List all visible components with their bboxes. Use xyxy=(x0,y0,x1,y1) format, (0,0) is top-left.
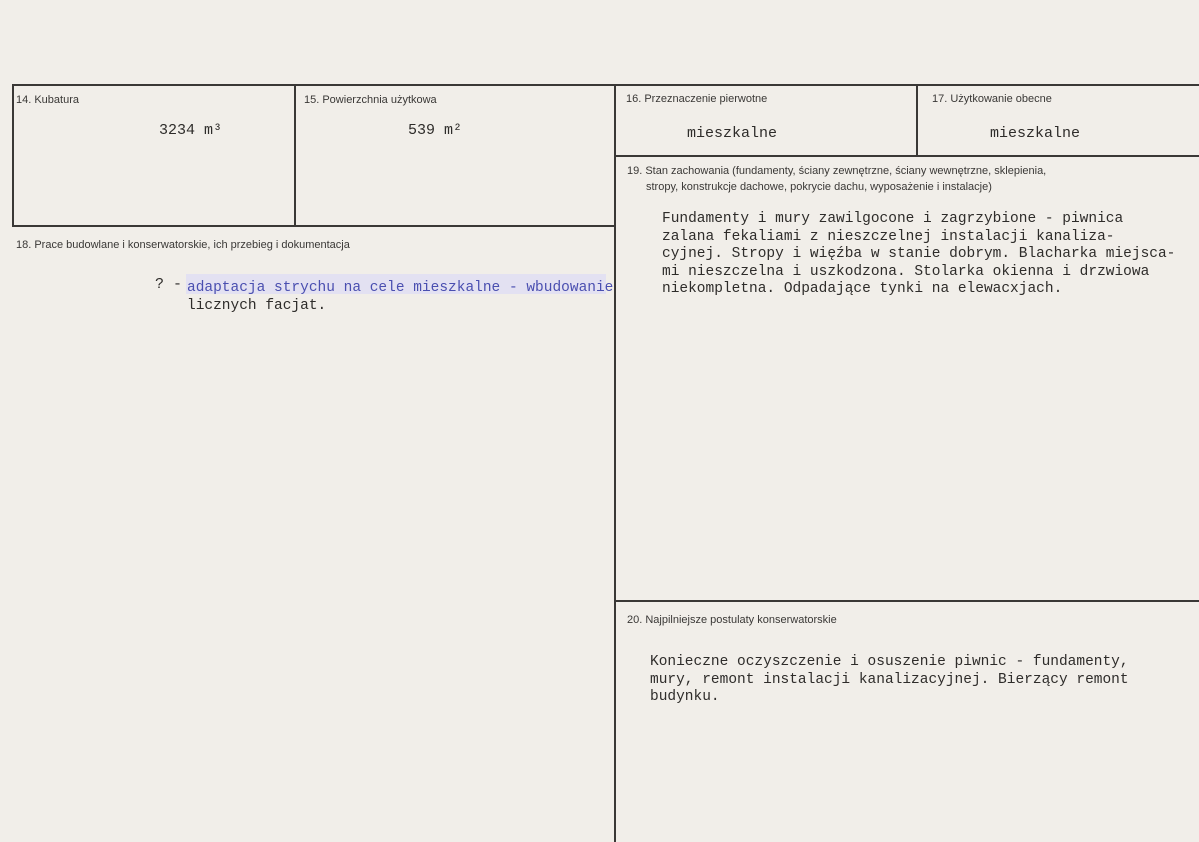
kubatura-label: 14. Kubatura xyxy=(16,94,79,106)
top-rule xyxy=(12,84,1199,86)
stan-line: mi nieszczelna i uszkodzona. Stolarka okienna i drzwiowa xyxy=(662,263,1150,280)
powierzchnia-label: 15. Powierzchnia użytkowa xyxy=(304,94,437,106)
stan-line: niekompletna. Odpadające tynki na elewacxjach. xyxy=(662,281,1063,297)
uzytkowanie-label: 17. Użytkowanie obecne xyxy=(932,93,1052,105)
divider-14-15 xyxy=(294,84,296,227)
postulaty-line: budynku. xyxy=(650,689,720,705)
prace-prefix: ? - xyxy=(155,276,183,293)
prace-label: 18. Prace budowlane i konserwatorskie, ich przebieg i dokumentacja xyxy=(16,239,350,251)
stan-line: Fundamenty i mury zawilgocone i zagrzybione - piwnica xyxy=(662,211,1124,227)
postulaty-line: mury, remont instalacji kanalizacyjnej. Bierzący remont xyxy=(650,671,1129,688)
left-edge xyxy=(12,84,14,227)
kubatura-value: 3234 m³ xyxy=(159,122,223,139)
przeznaczenie-label: 16. Przeznaczenie pierwotne xyxy=(626,93,768,105)
divider-16-17 xyxy=(916,84,918,157)
stan-line: cyjnej. Stropy i więźba w stanie dobrym. Blacharka miejsca- xyxy=(662,246,1176,262)
center-divider xyxy=(614,84,616,842)
rule-above-19 xyxy=(614,155,1199,157)
prace-line: adaptacja strychu na cele mieszkalne - wbudowanie xyxy=(187,280,614,296)
prace-text xyxy=(187,280,613,315)
stan-label-line: 19. Stan zachowania (fundamenty, ściany zewnętrzne, ściany wewnętrzne, sklepienia, xyxy=(627,165,1047,177)
rule-above-18 xyxy=(12,225,616,227)
rule-above-20 xyxy=(614,600,1199,602)
stan-text xyxy=(662,211,1175,299)
prace-line: licznych facjat. xyxy=(187,297,327,314)
stan-label-line: stropy, konstrukcje dachowe, pokrycie dachu, wyposażenie i instalacje) xyxy=(646,181,992,193)
uzytkowanie-value: mieszkalne xyxy=(990,125,1081,142)
postulaty-label: 20. Najpilniejsze postulaty konserwatorskie xyxy=(627,614,837,626)
postulaty-line: Konieczne oczyszczenie i osuszenie piwnic - fundamenty, xyxy=(650,654,1129,670)
powierzchnia-value: 539 m² xyxy=(408,122,463,139)
stan-line: zalana fekaliami z nieszczelnej instalacji kanaliza- xyxy=(662,228,1115,245)
postulaty-text xyxy=(650,654,1129,707)
przeznaczenie-value: mieszkalne xyxy=(687,125,778,142)
